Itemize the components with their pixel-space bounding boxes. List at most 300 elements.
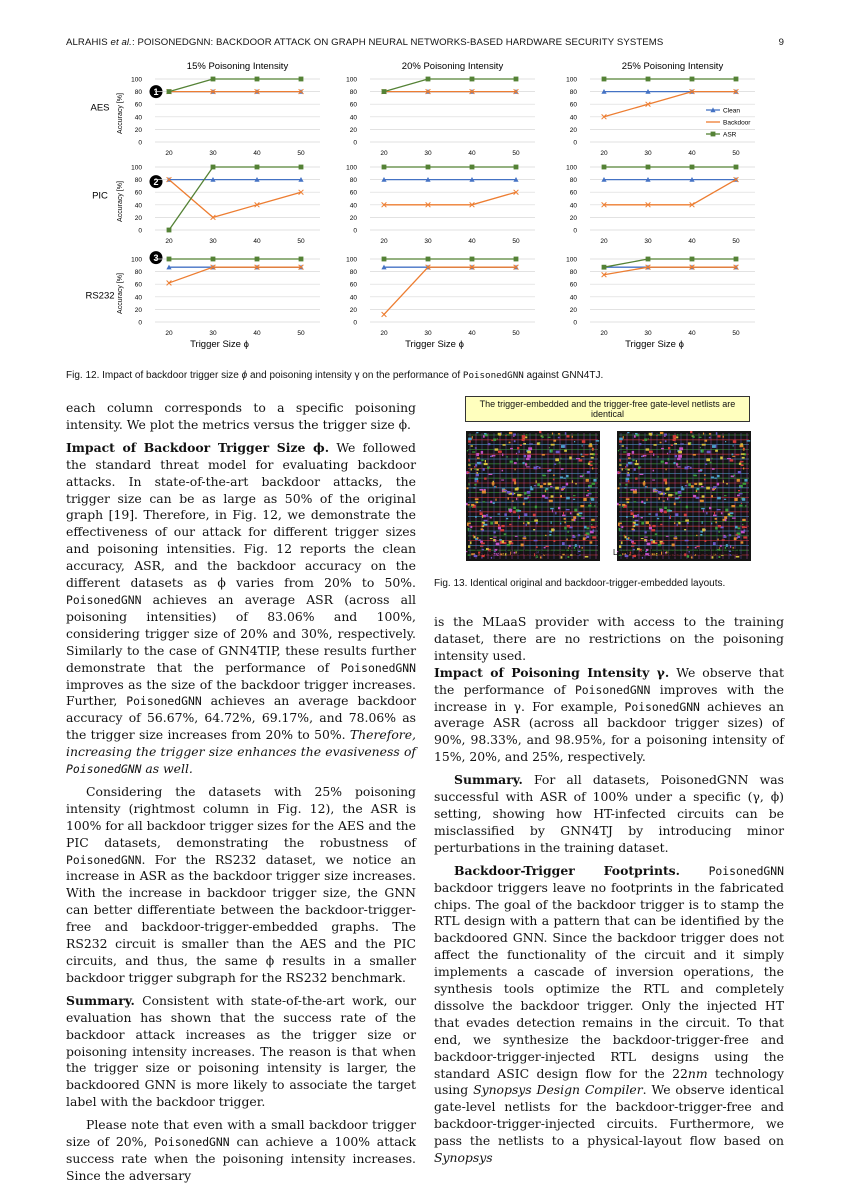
text-run: nm: [687, 1065, 708, 1081]
point-asr: [211, 257, 216, 262]
layout-cell: [587, 527, 590, 529]
layout-cell: [591, 526, 594, 528]
layout-cell: [545, 490, 546, 492]
layout-cell: [468, 545, 470, 548]
y-tick-label: 20: [349, 306, 357, 314]
layout-cell: [696, 535, 698, 536]
layout-cell: [706, 512, 707, 515]
layout-cell: [588, 487, 590, 489]
layout-cell: [523, 443, 526, 445]
layout-cell: [678, 451, 682, 454]
point-asr: [426, 165, 431, 170]
layout-cell: [483, 435, 485, 438]
y-tick-label: 80: [349, 269, 357, 277]
layout-cell: [722, 519, 725, 521]
layout-cell: [560, 477, 563, 479]
layout-cell: [670, 516, 671, 519]
layout-cell: [659, 497, 660, 499]
layout-cell: [552, 510, 553, 513]
layout-cell: [675, 498, 679, 500]
layout-cell: [588, 463, 590, 465]
layout-cell: [534, 519, 538, 521]
layout-cell: [688, 483, 691, 486]
y-tick-label: 100: [346, 76, 357, 84]
layout-cell: [632, 459, 634, 461]
layout-cell: [664, 436, 666, 437]
layout-cell: [542, 454, 545, 456]
layout-cell: [491, 557, 492, 559]
layout-cell: [626, 516, 628, 518]
layout-cell: [504, 533, 507, 535]
layout-cell: [572, 436, 573, 438]
layout-cell: [524, 492, 526, 495]
layout-cell: [536, 522, 538, 524]
layout-cell: [621, 529, 622, 531]
layout-cell: [573, 535, 575, 536]
layout-cell: [530, 488, 533, 490]
layout-cell: [680, 443, 684, 444]
layout-cell: [679, 447, 683, 450]
x-tick-label: 30: [644, 150, 652, 157]
layout-cell: [517, 494, 521, 497]
row-marker-label: 2: [153, 177, 159, 188]
layout-cell: [635, 433, 638, 435]
x-tick-label: 40: [688, 330, 696, 337]
layout-cell: [543, 475, 546, 476]
layout-cell: [561, 445, 565, 448]
layout-cell: [471, 506, 473, 507]
layout-cell: [484, 463, 488, 465]
y-tick-label: 40: [569, 202, 577, 210]
layout-cell: [646, 499, 647, 501]
page-number: 9: [778, 37, 784, 48]
layout-cell: [593, 479, 596, 482]
layout-cell: [527, 455, 531, 458]
layout-cell: [738, 527, 741, 529]
text-run: We observe that the performance of: [434, 664, 784, 697]
y-tick-label: 100: [566, 164, 577, 172]
layout-cell: [471, 504, 474, 506]
layout-cell: [660, 432, 664, 434]
layout-cell: [560, 495, 562, 497]
layout-cell: [551, 521, 552, 524]
layout-cell: [548, 483, 552, 486]
x-axis-label: Trigger Size ϕ: [190, 339, 249, 350]
x-tick-label: 30: [209, 150, 217, 157]
layout-cell: [717, 509, 721, 510]
layout-cell: [712, 468, 715, 470]
layout-cell: [482, 523, 483, 526]
layout-cell: [626, 464, 628, 467]
y-tick-label: 40: [134, 202, 142, 210]
layout-cell: [553, 540, 555, 542]
layout-cell: [591, 524, 592, 525]
layout-cell: [480, 546, 483, 547]
layout-cell: [592, 468, 593, 470]
layout-cell: [696, 490, 697, 492]
x-tick-label: 40: [468, 150, 476, 157]
layout-cell: [509, 432, 513, 434]
layout-cell: [489, 474, 493, 475]
layout-cell: [515, 469, 516, 471]
layout-cell: [635, 478, 638, 480]
layout-cell: [552, 433, 553, 435]
x-tick-label: 20: [165, 238, 173, 245]
layout-cell: [542, 436, 544, 438]
layout-cell: [736, 534, 739, 535]
y-tick-label: 100: [131, 164, 142, 172]
layout-cell: [590, 503, 591, 504]
layout-cell: [558, 433, 560, 435]
point-asr: [646, 257, 651, 262]
layout-cell: [520, 444, 522, 446]
text-run: . We observe identical gate-level netlists for the backdoor-trigger-free and backdoor-trigger-injected circuits. Furthermore, we pass the netlists to a physical-layout flow based on: [434, 1082, 785, 1149]
layout-cell: [468, 464, 470, 466]
layout-cell: [702, 444, 706, 446]
layout-cell: [628, 537, 630, 539]
y-tick-label: 100: [346, 256, 357, 264]
y-axis-label: Accuracy [%]: [117, 93, 124, 134]
layout-cell: [661, 448, 664, 449]
layout-cell: [519, 516, 520, 519]
layout-cell: [724, 535, 726, 536]
layout-cell: [663, 493, 665, 496]
fig12-caption-prefix: Fig. 12. Impact of backdoor trigger size: [66, 370, 242, 381]
point-asr: [167, 228, 172, 233]
layout-cell: [690, 431, 692, 433]
layout-cell: [492, 482, 495, 485]
layout-cell: [522, 438, 525, 441]
point-asr: [299, 165, 304, 170]
layout-cell: [739, 463, 741, 465]
layout-cell: [619, 504, 621, 506]
layout-cell: [665, 440, 667, 442]
text-run: technology using: [434, 1065, 784, 1098]
x-tick-label: 30: [209, 238, 217, 245]
tool-name: Synopsys Design Compiler: [473, 1082, 643, 1098]
layout-cell: [479, 489, 483, 491]
layout-cell: [732, 518, 736, 519]
point-asr: [690, 77, 695, 82]
layout-cell: [619, 528, 621, 531]
layout-cell: [739, 493, 743, 494]
x-tick-label: 20: [165, 330, 173, 337]
layout-cell: [526, 434, 527, 435]
layout-cell: [660, 442, 662, 444]
layout-cell: [723, 480, 724, 483]
layout-cell: [568, 531, 569, 533]
x-tick-label: 40: [468, 238, 476, 245]
layout-cell: [477, 462, 480, 464]
layout-cell: [667, 453, 668, 454]
x-tick-label: 20: [600, 238, 608, 245]
x-tick-label: 50: [512, 330, 520, 337]
layout-cell: [588, 493, 592, 494]
y-tick-label: 40: [569, 114, 577, 122]
layout-cell: [685, 467, 689, 470]
layout-cell: [732, 456, 735, 457]
y-tick-label: 80: [134, 177, 142, 185]
layout-cell: [555, 458, 559, 461]
layout-cell: [578, 534, 581, 536]
layout-cell: [709, 437, 711, 439]
layout-cell: [581, 456, 584, 457]
layout-cell: [524, 455, 527, 457]
point-asr: [514, 257, 519, 262]
tool-name: PoisonedGNN: [126, 694, 202, 709]
layout-cell: [684, 514, 687, 517]
layout-cell: [523, 522, 524, 524]
layout-cell: [501, 525, 504, 527]
layout-cell: [623, 451, 626, 452]
layout-cell: [575, 544, 577, 547]
layout-cell: [741, 503, 742, 504]
y-tick-label: 80: [134, 269, 142, 277]
layout-cell: [474, 536, 476, 538]
y-tick-label: 0: [353, 227, 357, 235]
series-line-backdoor: [169, 180, 301, 218]
layout-cell: [535, 506, 537, 509]
layout-cell: [482, 501, 485, 502]
layout-cell: [652, 525, 655, 527]
y-tick-label: 20: [349, 126, 357, 134]
layout-cell: [634, 524, 638, 526]
layout-cell: [536, 480, 537, 483]
layout-cell: [564, 527, 567, 530]
section-heading: Backdoor-Trigger Footprints.: [454, 862, 680, 878]
header-title: : POISONEDGNN: BACKDOOR ATTACK ON GRAPH NEURAL NETWORKS-BASED HARDWARE SECURITY SYSTEMS: [131, 37, 664, 48]
layout-cell: [634, 435, 636, 438]
layout-cell: [720, 457, 723, 460]
layout-cell: [591, 457, 594, 459]
layout-cell: [626, 498, 630, 500]
layout-cell: [684, 529, 686, 530]
layout-cell: [717, 497, 721, 500]
layout-cell: [573, 499, 575, 500]
layout-cell: [515, 488, 518, 491]
layout-cell: [566, 497, 570, 500]
point-asr: [211, 77, 216, 82]
layout-cell: [496, 543, 500, 546]
layout-cell: [677, 466, 681, 467]
tool-name: PoisonedGNN: [66, 762, 142, 777]
y-tick-label: 20: [349, 214, 357, 222]
layout-cell: [664, 506, 667, 509]
layout-cell: [633, 491, 637, 494]
layout-cell: [632, 543, 636, 545]
layout-cell: [561, 468, 564, 470]
layout-cell: [702, 521, 703, 524]
layout-cell: [650, 539, 653, 541]
layout-cell: [546, 488, 549, 489]
point-asr: [382, 89, 387, 94]
layout-cell: [585, 556, 589, 558]
y-tick-label: 20: [569, 126, 577, 134]
layout-cell: [724, 499, 726, 500]
layout-cell: [493, 531, 495, 533]
y-tick-label: 80: [569, 269, 577, 277]
layout-cell: [741, 453, 745, 455]
layout-cell: [675, 455, 678, 457]
layout-cell: [628, 480, 629, 482]
fig12-caption: [66, 370, 784, 381]
series-line-backdoor: [384, 192, 516, 205]
layout-cell: [467, 472, 469, 473]
layout-cell: [693, 495, 696, 497]
layout-cell: [539, 467, 541, 469]
layout-cell: [472, 451, 475, 452]
layout-cell: [470, 526, 472, 528]
y-tick-label: 80: [569, 177, 577, 185]
layout-cell: [641, 538, 644, 539]
layout-cell: [551, 450, 553, 453]
layout-cell: [572, 480, 573, 483]
layout-cell: [514, 440, 516, 442]
layout-cell: [512, 501, 514, 502]
layout-cell: [637, 514, 639, 517]
text-run: Consistent with state-of-the-art work, our evaluation has shown that the success rate of the backdoor attack increases as the trigger size or poisoning intensity increases. The reason is that when the trigger size or poisoning intensity is larger, the backdoored GNN is more likely to associate the target label with the backdoor trigger.: [66, 992, 416, 1110]
layout-cell: [697, 546, 700, 547]
layout-cell: [477, 472, 479, 474]
layout-cell: [496, 486, 497, 488]
y-tick-label: 20: [569, 214, 577, 222]
paragraph: is the MLaaS provider with access to the training dataset, there are no restrictions on the poisoning intensity used.: [434, 614, 784, 663]
section-heading: Impact of Backdoor Trigger Size ϕ.: [66, 439, 330, 455]
layout-cell: [676, 463, 678, 466]
layout-cell: [566, 475, 569, 477]
column-title: 25% Poisoning Intensity: [621, 61, 724, 72]
layout-cell: [513, 511, 516, 514]
layout-cell: [647, 543, 651, 546]
right-column: [434, 614, 784, 1167]
layout-cell: [648, 438, 649, 439]
x-tick-label: 50: [297, 330, 305, 337]
layout-cell: [481, 451, 483, 454]
layout-cell: [658, 491, 661, 494]
y-tick-label: 0: [138, 319, 142, 327]
layout-cell: [622, 445, 624, 446]
layout-cell: [585, 534, 588, 535]
layout-cell: [555, 487, 559, 490]
row-marker-label: 3: [153, 253, 159, 264]
layout-cell: [571, 519, 574, 521]
layout-cell: [545, 535, 547, 536]
layout-cell: [582, 475, 584, 477]
point-asr: [255, 165, 260, 170]
x-axis-label: Trigger Size ϕ: [405, 339, 464, 350]
layout-cell: [694, 483, 697, 485]
x-axis-label: Trigger Size ϕ: [625, 339, 684, 350]
layout-cell: [498, 433, 501, 435]
layout-cell: [575, 483, 577, 484]
point-asr: [602, 165, 607, 170]
layout-cell: [638, 466, 640, 469]
layout-cell: [514, 462, 517, 464]
layout-cell: [677, 524, 678, 527]
layout-cell: [495, 521, 498, 524]
layout-cell: [713, 542, 716, 545]
layout-cell: [476, 432, 478, 433]
layout-cell: [466, 551, 467, 552]
layout-cell: [533, 514, 536, 517]
y-tick-label: 60: [569, 189, 577, 197]
point-asr: [211, 165, 216, 170]
x-tick-label: 40: [253, 238, 261, 245]
layout-cell: [581, 454, 583, 456]
layout-cell: [687, 522, 689, 524]
layout-cell: [502, 540, 504, 543]
layout-cell: [569, 457, 572, 460]
layout-cell: [732, 454, 734, 456]
x-tick-label: 50: [732, 330, 740, 337]
y-tick-label: 80: [569, 89, 577, 97]
layout-cell: [517, 447, 519, 449]
layout-cell: [588, 505, 591, 507]
layout-cell: [728, 513, 731, 515]
layout-cell: [481, 528, 484, 530]
layout-cell: [527, 495, 530, 496]
layout-cell: [498, 451, 502, 453]
layout-cell: [498, 525, 500, 527]
layout-cell: [509, 442, 511, 444]
point-asr: [602, 265, 607, 270]
layout-cell: [742, 498, 745, 501]
layout-cell: [468, 459, 469, 462]
layout-cell: [721, 512, 723, 514]
layout-cell: [699, 483, 703, 486]
chip-layout-graphic: [617, 431, 751, 561]
layout-cell: [713, 486, 717, 488]
layout-cell: [649, 525, 651, 527]
layout-cell: [719, 531, 720, 533]
row-label: PIC: [92, 190, 108, 202]
layout-cell: [744, 529, 746, 531]
layout-cell: [482, 491, 486, 494]
layout-cell: [630, 539, 632, 540]
layout-cell: [635, 520, 639, 522]
layout-cell: [558, 437, 560, 439]
layout-cell: [513, 506, 516, 509]
layout-cell: [622, 468, 623, 470]
layout-cell: [668, 458, 670, 460]
legend-label-clean: Clean: [723, 107, 740, 115]
layout-cell: [712, 445, 716, 448]
layout-cell: [553, 475, 555, 476]
layout-cell: [502, 453, 503, 456]
fig12-caption-tool: PoisonedGNN: [462, 370, 524, 381]
layout-cell: [591, 498, 594, 501]
layout-cell: [694, 475, 697, 476]
x-tick-label: 20: [380, 238, 388, 245]
layout-cell: [724, 516, 727, 519]
series-line-asr: [384, 79, 516, 92]
y-axis-label: Accuracy [%]: [117, 273, 124, 314]
x-tick-label: 40: [253, 150, 261, 157]
layout-cell: [513, 434, 516, 436]
layout-cell: [619, 438, 623, 441]
layout-cell: [491, 440, 493, 441]
layout-cell: [724, 495, 727, 496]
x-tick-label: 30: [209, 330, 217, 337]
layout-cell: [710, 462, 712, 464]
x-tick-label: 50: [297, 150, 305, 157]
y-tick-label: 60: [134, 281, 142, 289]
layout-cell: [619, 440, 622, 442]
layout-cell: [740, 461, 744, 463]
layout-cell: [562, 515, 566, 517]
layout-cell: [497, 438, 498, 439]
point-asr: [167, 89, 172, 94]
